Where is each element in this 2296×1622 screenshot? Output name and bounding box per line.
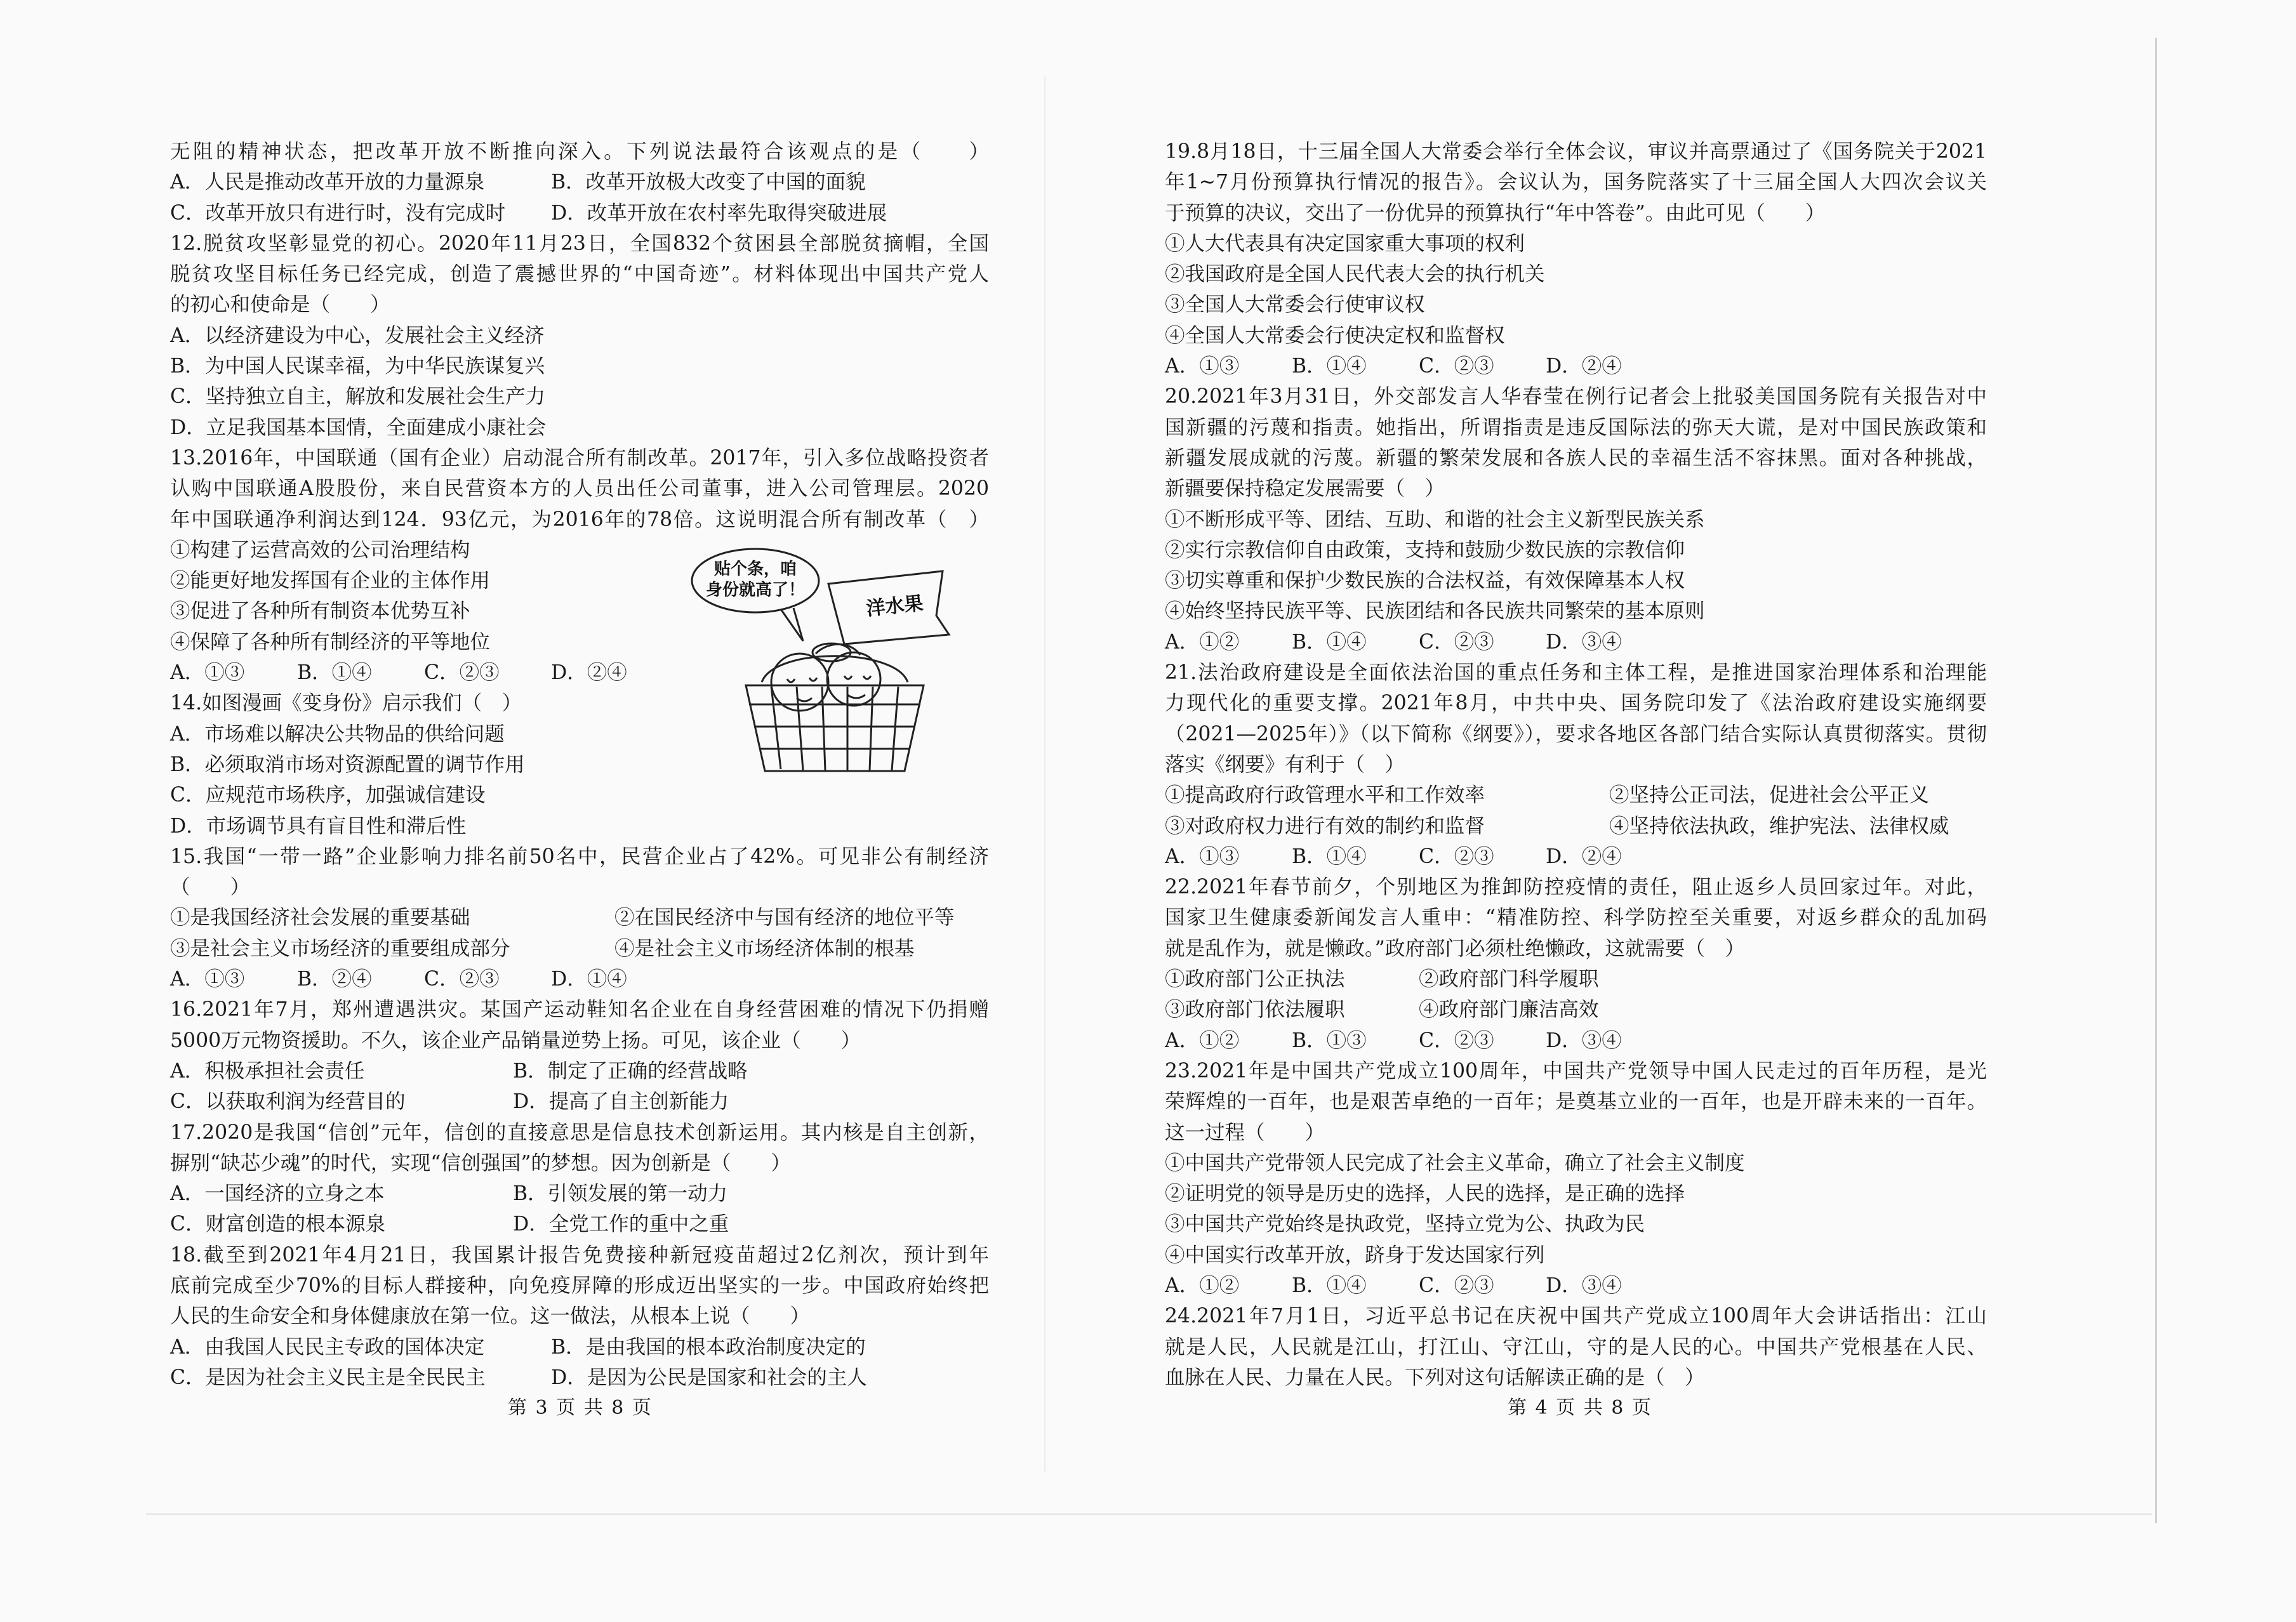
option: D．改革开放在农村率先取得突破进展 — [551, 201, 887, 225]
page-number: 第 4 页 共 8 页 — [1508, 1397, 1652, 1419]
options-row — [170, 1209, 989, 1239]
question-18: 18.截至到2021年4月21日，我国累计报告免费接种新冠疫苗超过2亿剂次，预计到年 — [170, 1243, 989, 1267]
question-14: 14.如图漫画《变身份》启示我们（ ） — [170, 692, 522, 715]
statement: ①是我国经济社会发展的重要基础 — [170, 906, 470, 930]
question-24: 24.2021年7月1日，习近平总书记在庆祝中国共产党成立100周年大会讲话指出：江山 — [1165, 1305, 1987, 1328]
statement: ④始终坚持民族平等、民族团结和各民族共同繁荣的基本原则 — [1165, 600, 1705, 623]
options-row — [170, 933, 989, 964]
text-line: （ ） — [170, 876, 251, 899]
question-19: 19.8月18日，十三届全国人大常委会举行全体会议，审议并高票通过了《国务院关于2021 — [1165, 140, 1987, 163]
statement: ②政府部门科学履职 — [1419, 968, 1599, 991]
statement: ④中国实行改革开放，跻身于发达国家行列 — [1165, 1243, 1545, 1267]
choice: D．③④ — [1546, 1029, 1622, 1052]
text-line: 荣辉煌的一百年，也是艰苦卓绝的一百年；是奠基立业的一百年，也是开辟未来的一百年。 — [1165, 1090, 1987, 1114]
option: C．以获取利润为经营目的 — [170, 1090, 406, 1114]
option: A．积极承担社会责任 — [170, 1059, 365, 1083]
option: B．为中国人民谋幸福，为中华民族谋复兴 — [170, 355, 545, 378]
option: A．一国经济的立身之本 — [170, 1182, 385, 1206]
choice: D．②④ — [551, 661, 627, 685]
statement: ④保障了各种所有制经济的平等地位 — [170, 630, 491, 654]
options-row — [1165, 780, 1987, 810]
choice: A．①③ — [1165, 355, 1240, 378]
statement: ②能更好地发挥国有企业的主体作用 — [170, 569, 491, 593]
option: B．改革开放极大改变了中国的面貌 — [551, 171, 866, 194]
statement: ③中国共产党始终是执政党，坚持立党为公、执政为民 — [1165, 1213, 1645, 1236]
choice: B．①④ — [1292, 1274, 1367, 1297]
statement: ①提高政府行政管理水平和工作效率 — [1165, 784, 1485, 807]
page-fold — [1044, 76, 1045, 1472]
option: D．是因为公民是国家和社会的主人 — [551, 1366, 867, 1389]
options-row — [170, 1362, 989, 1393]
option: A．市场难以解决公共物品的供给问题 — [170, 722, 505, 746]
text-line: 的初心和使命是（ ） — [170, 293, 390, 317]
statement: ③切实尊重和保护少数民族的合法权益，有效保障基本人权 — [1165, 569, 1685, 593]
statement: ②坚持公正司法，促进社会公平正义 — [1609, 784, 1930, 807]
option: D．市场调节具有盲目性和滞后性 — [170, 814, 467, 838]
page-number: 第 3 页 共 8 页 — [508, 1397, 653, 1419]
statement: ②我国政府是全国人民代表大会的执行机关 — [1165, 263, 1545, 286]
choice: C．②③ — [424, 968, 500, 991]
question-20: 20.2021年3月31日，外交部发言人华春莹在例行记者会上批驳美国国务院有关报告对中 — [1165, 385, 1987, 409]
options-row — [170, 1086, 989, 1117]
option: A．人民是推动改革开放的力量源泉 — [170, 171, 485, 194]
question-22: 22.2021年春节前夕，个别地区为推卸防控疫情的责任，阻止返乡人员回家过年。对此， — [1165, 876, 1987, 899]
statement: ④是社会主义市场经济体制的根基 — [614, 937, 915, 960]
options-row — [170, 198, 989, 228]
statement: ③政府部门依法履职 — [1165, 998, 1345, 1022]
option: C．坚持独立自主，解放和发展社会生产力 — [170, 385, 546, 409]
right-page — [1165, 136, 1987, 1393]
text-line: 年1~7月份预算执行情况的报告》。会议认为，国务院落实了十三届全国人大四次会议关 — [1165, 171, 1987, 194]
option: D．提高了自主创新能力 — [513, 1090, 729, 1114]
options-row — [170, 902, 989, 933]
answer-choices — [1165, 627, 1987, 657]
statement: ①构建了运营高效的公司治理结构 — [170, 538, 470, 562]
statement: ①中国共产党带领人民完成了社会主义革命，确立了社会主义制度 — [1165, 1151, 1745, 1175]
statement: ①不断形成平等、团结、互助、和谐的社会主义新型民族关系 — [1165, 508, 1705, 531]
question-12: 12.脱贫攻坚彰显党的初心。2020年11月23日，全国832个贫困县全部脱贫摘帽，全国 — [170, 232, 989, 255]
text-line: 就是人民，人民就是江山，打江山、守江山，守的是人民的心。中国共产党根基在人民、 — [1165, 1335, 1987, 1359]
choice: A．①③ — [1165, 845, 1240, 868]
text-line: 力现代化的重要支撑。2021年8月，中共中央、国务院印发了《法治政府建设实施纲要 — [1165, 692, 1987, 715]
choice: C．②③ — [1419, 845, 1494, 868]
statement: ④全国人大常委会行使决定权和监督权 — [1165, 324, 1505, 347]
text-line: 5000万元物资援助。不久，该企业产品销量逆势上扬。可见，该企业（ ） — [170, 1029, 861, 1052]
statement: ①政府部门公正执法 — [1165, 968, 1345, 991]
text-line: 无阻的精神状态，把改革开放不断推向深入。下列说法最符合该观点的是（ ） — [170, 140, 989, 163]
choice: A．①③ — [170, 661, 245, 685]
options-row — [1165, 811, 1987, 841]
option: A．以经济建设为中心，发展社会主义经济 — [170, 324, 545, 347]
text-line: 底前完成至少70%的目标人群接种，向免疫屏障的形成迈出坚实的一步。中国政府始终把 — [170, 1274, 989, 1297]
choice: B．①④ — [1292, 630, 1367, 654]
option: B．引领发展的第一动力 — [513, 1182, 728, 1206]
statement: ③全国人大常委会行使审议权 — [1165, 293, 1425, 317]
statement: ②实行宗教信仰自由政策，支持和鼓励少数民族的宗教信仰 — [1165, 538, 1685, 562]
text-line: 新疆发展成就的污蔑。新疆的繁荣发展和各族人民的幸福生活不容抹黑。面对各种挑战， — [1165, 446, 1987, 470]
options-row — [170, 1178, 989, 1209]
options-row — [1165, 994, 1987, 1025]
statement: ④政府部门廉洁高效 — [1419, 998, 1599, 1022]
statement: ②证明党的领导是历史的选择，人民的选择，是正确的选择 — [1165, 1182, 1685, 1206]
choice: A．①② — [1165, 630, 1240, 654]
text-line: 于预算的决议，交出了一份优异的预算执行“年中答卷”。由此可见（ ） — [1165, 201, 1826, 225]
option: B．是由我国的根本政治制度决定的 — [551, 1335, 866, 1359]
choice: C．②③ — [1419, 1029, 1494, 1052]
choice: C．②③ — [1419, 355, 1494, 378]
choice: B．②④ — [297, 968, 372, 991]
options-row — [170, 167, 989, 197]
answer-choices — [1165, 351, 1987, 381]
choice: D．③④ — [1546, 630, 1622, 654]
option: B．制定了正确的经营战略 — [513, 1059, 748, 1083]
option: D．全党工作的重中之重 — [513, 1213, 729, 1236]
text-line: 人民的生命安全和身体健康放在第一位。这一做法，从根本上说（ ） — [170, 1305, 811, 1328]
text-line: 国家卫生健康委新闻发言人重申：“精准防控、科学防控至关重要，对返乡群众的乱加码 — [1165, 906, 1987, 930]
banner-text: 洋水果 — [865, 592, 925, 621]
choice: B．①④ — [297, 661, 372, 685]
choice: D．②④ — [1546, 355, 1622, 378]
answer-choices — [1165, 1025, 1987, 1056]
option: C．应规范市场秩序，加强诚信建设 — [170, 784, 486, 807]
choice: B．①④ — [1292, 355, 1367, 378]
choice: B．①④ — [1292, 845, 1367, 868]
choice: D．①④ — [551, 968, 627, 991]
text-line: 国新疆的污蔑和指责。她指出，所谓指责是违反国际法的弥天大谎，是对中国民族政策和 — [1165, 416, 1987, 439]
bubble-text-line1: 贴个条，咱 — [713, 560, 797, 579]
statement: ②在国民经济中与国有经济的地位平等 — [614, 906, 955, 930]
text-line: 新疆要保持稳定发展需要（ ） — [1165, 477, 1445, 501]
statement: ③是社会主义市场经济的重要组成部分 — [170, 937, 510, 960]
text-line: 血脉在人民、力量在人民。下列对这句话解读正确的是（ ） — [1165, 1366, 1705, 1389]
bubble-text-line2: 身份就高了！ — [705, 581, 806, 600]
answer-choices — [170, 964, 989, 994]
text-line: 落实《纲要》有利于（ ） — [1165, 753, 1405, 776]
options-row — [170, 1332, 989, 1362]
text-line: 就是乱作为，就是懒政。”政府部门必须杜绝懒政，这就需要（ ） — [1165, 937, 1745, 960]
option: A．由我国人民民主专政的国体决定 — [170, 1335, 485, 1359]
scan-edge — [2155, 38, 2157, 1523]
scan-edge-bottom — [146, 1513, 2152, 1515]
option: B．必须取消市场对资源配置的调节作用 — [170, 753, 525, 776]
question-15: 15.我国“一带一路”企业影响力排名前50名中，民营企业占了42%。可见非公有制经济 — [170, 845, 989, 868]
question-16: 16.2021年7月，郑州遭遇洪灾。某国产运动鞋知名企业在自身经营困难的情况下仍捐赠 — [170, 998, 989, 1022]
text-line: 认购中国联通A股股份，来自民营资本方的人员出任公司董事，进入公司管理层。2020 — [170, 477, 989, 501]
text-line: 年中国联通净利润达到124．93亿元，为2016年的78倍。这说明混合所有制改革（ ） — [170, 508, 989, 531]
choice: A．①② — [1165, 1029, 1240, 1052]
option: C．是因为社会主义民主是全民民主 — [170, 1366, 486, 1389]
text-line: 脱贫攻坚目标任务已经完成，创造了震撼世界的“中国奇迹”。材料体现出中国共产党人 — [170, 263, 989, 286]
option: C．改革开放只有进行时，没有完成时 — [170, 201, 506, 225]
text-line: 摒别“缺芯少魂”的时代，实现“信创强国”的梦想。因为创新是（ ） — [170, 1151, 791, 1175]
statement: ④坚持依法执政，维护宪法、法律权威 — [1609, 814, 1949, 838]
choice: A．①② — [1165, 1274, 1240, 1297]
choice: D．②④ — [1546, 845, 1622, 868]
choice: B．①③ — [1292, 1029, 1367, 1052]
choice: C．②③ — [424, 661, 500, 685]
option: D．立足我国基本国情，全面建成小康社会 — [170, 416, 547, 439]
statement: ①人大代表具有决定国家重大事项的权利 — [1165, 232, 1525, 255]
question-23: 23.2021年是中国共产党成立100周年，中国共产党领导中国人民走过的百年历程，是光 — [1165, 1059, 1987, 1083]
question-13: 13.2016年，中国联通（国有企业）启动混合所有制改革。2017年，引入多位战略投资者 — [170, 446, 989, 470]
question-21: 21.法治政府建设是全面依法治国的重点任务和主体工程，是推进国家治理体系和治理能 — [1165, 661, 1987, 685]
statement: ③促进了各种所有制资本优势互补 — [170, 600, 470, 623]
answer-choices — [1165, 841, 1987, 872]
fruit-basket-cartoon — [686, 546, 965, 800]
choice: A．①③ — [170, 968, 245, 991]
text-line: （2021—2025年）》（以下简称《纲要》），要求各地区各部门结合实际认真贯彻落实。贯彻 — [1165, 722, 1987, 746]
statement: ③对政府权力进行有效的制约和监督 — [1165, 814, 1485, 838]
cartoon-illustration — [686, 546, 965, 800]
choice: C．②③ — [1419, 630, 1494, 654]
options-row — [1165, 964, 1987, 994]
option: C．财富创造的根本源泉 — [170, 1213, 386, 1236]
choice: C．②③ — [1419, 1274, 1494, 1297]
answer-choices — [1165, 1270, 1987, 1301]
choice: D．③④ — [1546, 1274, 1622, 1297]
text-line: 这一过程（ ） — [1165, 1121, 1325, 1144]
options-row — [170, 1056, 989, 1086]
question-17: 17.2020是我国“信创”元年，信创的直接意思是信息技术创新运用。其内核是自主创新， — [170, 1121, 989, 1144]
